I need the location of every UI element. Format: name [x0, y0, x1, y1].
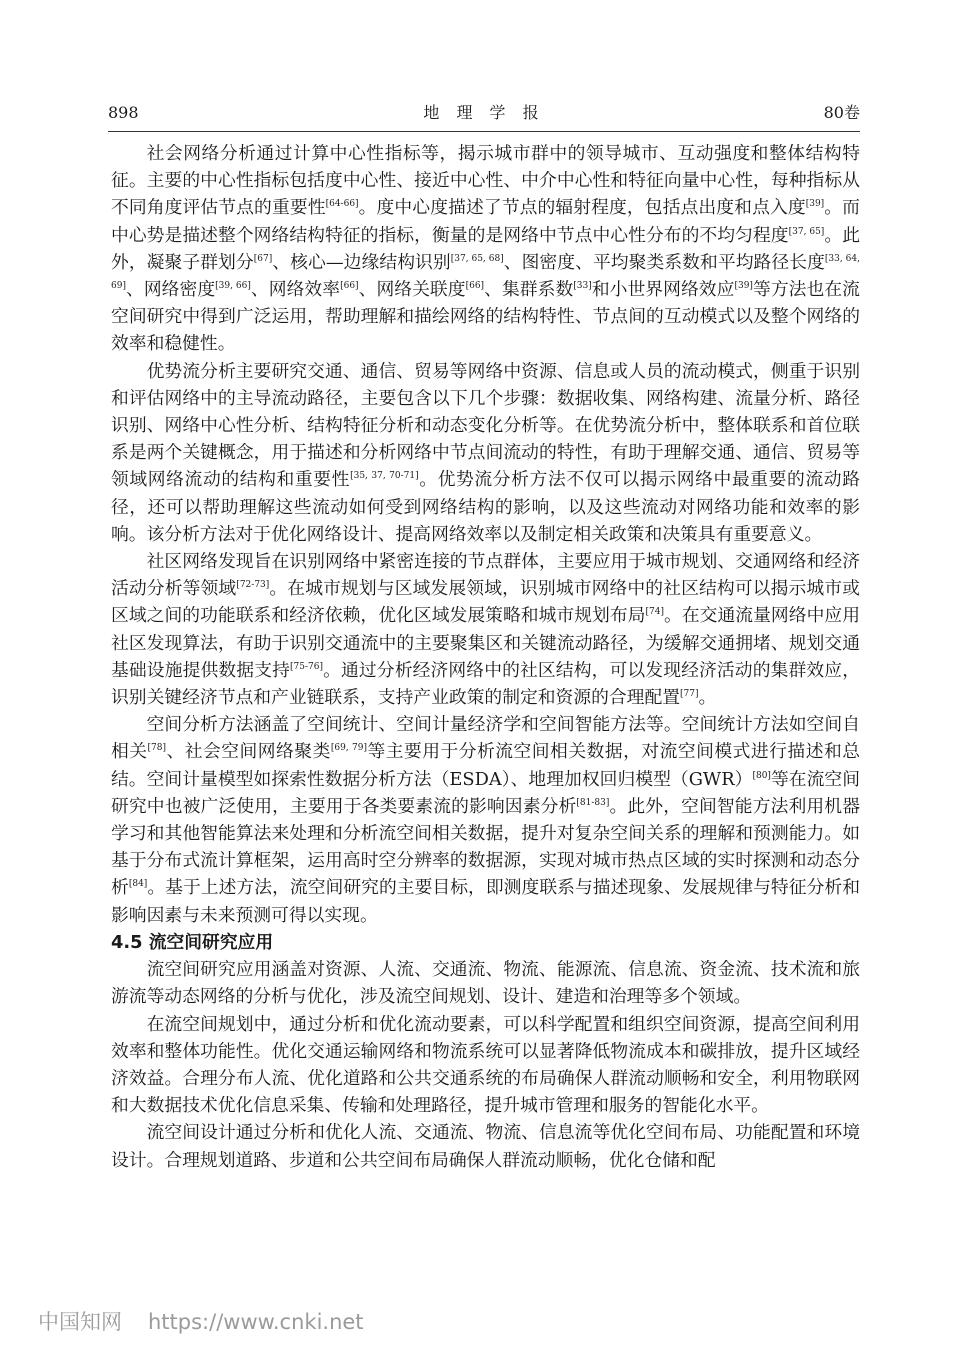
- text-run: 。在城市规划与区域发展领域，识别城市网络中的社区结构可以揭示城市或区域之间的功能联系和经济依赖，优化区域发展策略和城市规划布局: [111, 578, 860, 627]
- citation: [35, 37, 70-71]: [350, 471, 419, 482]
- paragraph: [111, 1119, 860, 1173]
- text-run: 、核心—边缘结构识别: [272, 251, 451, 273]
- body-text: [111, 140, 860, 1174]
- cnki-url: https://www.cnki.net: [148, 1310, 364, 1334]
- text-run: 。而中心势是描述整个网络结构特征的指标，衡量的是网络中节点中心性分布的不均匀程度: [111, 197, 860, 246]
- citation: [66]: [340, 281, 359, 292]
- paragraph: [111, 358, 860, 548]
- citation: [69, 79]: [330, 743, 367, 754]
- text-run: 、网络效率: [250, 279, 341, 301]
- citation: [77]: [680, 689, 699, 700]
- citation: [81-83]: [576, 797, 610, 808]
- text-run: 优势流分析主要研究交通、通信、贸易等网络中资源、信息或人员的流动模式，侧重于识别和评估网络中的主导流动路径，主要包含以下几个步骤：数据收集、网络构建、流量分析、路径识别、网络中心性分析、结构特征分析和动态变化分析等。在优势流分析中，整体联系和首位联系是两个关键概念，用于描述和分析网络中节点间流动的特性，有助于理解交通、通信、贸易等领域网络流动的结构和重要性: [111, 360, 860, 491]
- text-run: 和小世界网络效应: [591, 279, 735, 301]
- citation: [74]: [645, 607, 664, 618]
- citation: [39]: [734, 281, 753, 292]
- watermark-footer: [38, 1306, 364, 1336]
- text-run: 社会网络分析通过计算中心性指标等，揭示城市群中的领导城市、互动强度和整体结构特征。主要的中心性指标包括度中心性、接近中心性、中介中心性和特征向量中心性，每种指标从不同角度评估节点的重要性: [111, 143, 860, 219]
- cnki-brand: 中国知网: [38, 1310, 122, 1334]
- citation: [80]: [752, 770, 771, 781]
- paragraph: [111, 956, 860, 1010]
- journal-title: 地 理 学 报: [423, 103, 545, 122]
- citation: [67]: [253, 253, 273, 264]
- paragraph: [111, 711, 860, 929]
- citation: [39]: [805, 199, 825, 210]
- citation: [78]: [147, 743, 167, 754]
- paragraph: [111, 548, 860, 711]
- paragraph: [111, 140, 860, 358]
- citation: [37, 65, 68]: [450, 253, 504, 264]
- text-run: 。此外，空间智能方法利用机器学习和其他智能算法来处理和分析流空间相关数据，提升对复杂空间关系的理解和预测能力。如基于分布式流计算框架，运用高时空分辨率的数据源，实现对城市热点区域的实时探测和动态分析: [111, 795, 860, 899]
- text-run: 、集群系数: [484, 279, 574, 301]
- citation: [64-66]: [325, 199, 359, 210]
- text-run: 、图密度、平均聚类系数和平均路径长度: [503, 251, 825, 273]
- text-run: 、社会空间网络聚类: [166, 741, 331, 763]
- citation: [72-73]: [236, 580, 270, 591]
- text-run: 。通过分析经济网络中的社区结构，可以发现经济活动的集群效应，识别关键经济节点和产业链联系，支持产业政策的制定和资源的合理配置: [111, 659, 860, 709]
- text-run: 在流空间规划中，通过分析和优化流动要素，可以科学配置和组织空间资源，提高空间利用效率和整体功能性。优化交通运输网络和物流系统可以显著降低物流成本和碳排放，提升区域经济效益。合理分布人流、优化道路和公共交通系统的布局确保人群流动顺畅和安全，利用物联网和大数据技术优化信息采集、传输和处理路径，提升城市管理和服务的智能化水平。: [111, 1013, 860, 1117]
- text-run: 空间分析方法涵盖了空间统计、空间计量经济学和空间智能方法等。空间统计方法如空间自相关: [111, 714, 860, 763]
- volume-label: 80卷: [823, 103, 860, 122]
- text-run: 等在流空间研究中也被广泛使用，主要用于各类要素流的影响因素分析: [111, 768, 860, 817]
- text-run: 、网络密度: [125, 279, 216, 301]
- paragraph: [111, 1011, 860, 1120]
- citation: [66]: [465, 281, 485, 292]
- text-run: 。度中心度描述了节点的辐射程度，包括点出度和点入度: [358, 197, 806, 219]
- text-run: 流空间研究应用涵盖对资源、人流、交通流、物流、能源流、信息流、资金流、技术流和旅游流等动态网络的分析与优化，涉及流空间规划、设计、建造和治理等多个领域。: [111, 959, 860, 1008]
- text-run: 。此外，凝聚子群划分: [111, 224, 860, 273]
- text-run: 流空间设计通过分析和优化人流、交通流、物流、信息流等优化空间布局、功能配置和环境设计。合理规划道路、步道和公共空间布局确保人群流动顺畅，优化仓储和配: [111, 1122, 860, 1171]
- text-run: 。在交通流量网络中应用社区发现算法，有助于识别交通流中的主要聚集区和关键流动路径，为缓解交通拥堵、规划交通基础设施提供数据支持: [111, 605, 860, 681]
- text-run: 社区网络发现旨在识别网络中紧密连接的节点群体，主要应用于城市规划、交通网络和经济活动分析等领域: [111, 551, 860, 600]
- citation: [84]: [128, 879, 148, 890]
- text-run: 。: [698, 687, 717, 709]
- text-run: 。优势流分析方法不仅可以揭示网络中最重要的流动路径，还可以帮助理解这些流动如何受到网络结构的影响，以及这些流动对网络功能和效率的影响。该分析方法对于优化网络设计、提高网络效率以及制定相关政策和决策具有重要意义。: [111, 469, 860, 545]
- citation: [33]: [573, 281, 592, 292]
- citation: [39, 66]: [215, 281, 251, 292]
- text-run: 等方法也在流空间研究中得到广泛运用，帮助理解和描绘网络的结构特性、节点间的互动模式以及整个网络的效率和稳健性。: [111, 279, 860, 355]
- running-header: [108, 102, 860, 124]
- header-rule: [108, 131, 860, 132]
- section-heading: 4.5 流空间研究应用: [111, 931, 274, 953]
- page-number: 898: [108, 103, 139, 122]
- text-run: 、网络关联度: [358, 279, 466, 301]
- text-run: 。基于上述方法，流空间研究的主要目标，即测度联系与描述现象、发展规律与特征分析和影响因素与未来预测可得以实现。: [111, 877, 860, 926]
- citation: [37, 65]: [788, 226, 825, 237]
- citation: [33, 64, 69]: [111, 253, 860, 292]
- citation: [75-76]: [290, 661, 323, 672]
- text-run: 等主要用于分析流空间相关数据，对流空间模式进行描述和总结。空间计量模型如探索性数据分析方法（ESDA）、地理加权回归模型（GWR）: [111, 741, 860, 790]
